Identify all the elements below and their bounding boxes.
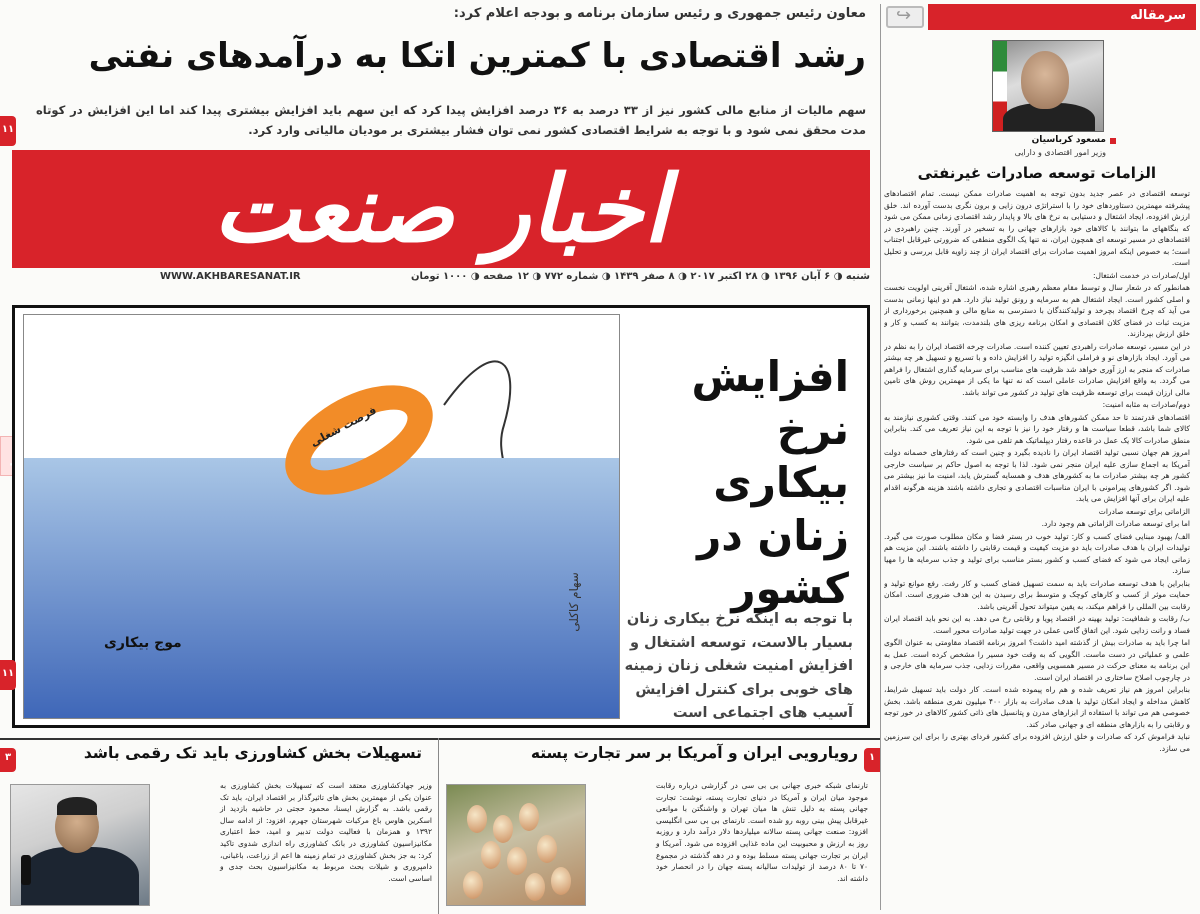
- story-pistachio: [440, 738, 874, 914]
- column-divider: [880, 4, 881, 910]
- website-url[interactable]: WWW.AKHBARESANAT.IR: [160, 271, 301, 282]
- dateline: [160, 271, 870, 293]
- cover-lede: با توجه به اینکه نرخ بیکاری زنان بسیار بالاست، توسعه اشتغال و افزایش امنیت شغلی زنان زمینه های خوبی برای کنترل افزایش آسیب های اجتماعی است: [624, 611, 853, 721]
- editorial-paragraph: بنابراین با هدف توسعه صادرات باید به سمت تسهیل فضای کسب و کار رفت. رفع موانع تولید و حمایت موثر از کسب و کارهای کوچک و متوسط برای رسیدن به این هدف ضروری است. امکان رقابت بین المللی را فراهم میکند، به یقین میتواند تحول آفرینی باشد.: [884, 578, 1190, 611]
- masthead: [12, 150, 870, 268]
- editorial-section-label: سرمقاله: [928, 4, 1196, 30]
- editorial-paragraph: اما برای توسعه صادرات الزاماتی هم وجود دارد.: [1041, 519, 1190, 528]
- main-headline[interactable]: رشد اقتصادی با کمترین اتکا به درآمدهای نفتی: [88, 36, 866, 76]
- bottom-stories: [0, 738, 880, 914]
- story-page-badge: ۱: [864, 748, 880, 772]
- cartoon-caption: موج بیکاری: [104, 635, 182, 651]
- editorial-paragraph: نباید فراموش کرد که صادرات و خلق ارزش افزوده برای کشور فردای بهتری را برای این سرزمین می سازد.: [884, 732, 1190, 753]
- story-text: وزیر جهادکشاورزی معتقد است که تسهیلات بخش کشاورزی به عنوان یکی از مهمترین بخش های تاثیرگذار بر اقتصاد ایران، باید تک رقمی باشد. به گزارش ایسنا، محمود حجتی در حاشیه بازدید از اسکرین هاوس باغ مرکبات شهرستان جهرم، افزود: از ادامه سال ۱۳۹۲ و همزمان با فعالیت دولت تدبیر و امید، خط اعتباری مکانیزاسیون کشاورزی در بانک کشاورزی راه اندازی شدوی تاکید کرد: به جز بخش کشاورزی در تمام زمینه ها اعم از زراعت، باغبانی، دامپروری و شیلات بحث مربوط به مکانیزاسیون بحث جدی و اساسی است.: [220, 781, 432, 883]
- editorial-paragraph: توسعه اقتصادی در عصر جدید بدون توجه به اهمیت صادرات ممکن نیست. تمام اقتصادهای پیشرفته مهمترین دستاوردهای خود را با استراتژی درون زایی و برون نگری بدست آورده اند. خلق ارزش افزوده، ایجاد اشتغال و دستیابی به نرخ های بالا و پایدار رشد اقتصادی زمانی ممکن می شود که بنگاههای ما بتوانند با کالاهای خود بازارهای جهانی را به تسخیر در آورند. چنین راهبردی در اقتصادهای در مسیر توسعه ای همچون ایران، نه تنها یک الگوی منطقی که ضرورتی غیرقابل اجتناب است؛ به خصوص اینکه امروز اهمیت صادرات برای اقتصاد ایران از چند زاویه قابل بررسی و تحلیل است.: [884, 189, 1190, 267]
- editorial-column: [880, 4, 1196, 910]
- newspaper-logo[interactable]: اخبار صنعت: [213, 155, 669, 263]
- story-text: تارنمای شبکه خبری جهانی بی بی سی در گزارشی درباره رقابت موجود میان ایران و آمریکا در دنیای تجارت پسته، نوشت: تجارت جهانی پسته به دلیل تنش ها میان تهران و واشنگتن با موانعی غیرقابل پیش بینی روبه رو شده است. تارنمای بی بی سی انگلیسی افزود: صنعت جهانی پسته سالانه میلیاردها دلار درآمد دارد و روزبه روز به ارزش و محبوبیت این ماده غذایی افزوده می شود. آمریکا و ایران بر تجارت جهانی پسته مسلط بوده و در دهه گذشته در مجموع ۷۰ تا ۸۰ درصد از تولیدات سالیانه پسته جهان را در انحصار خود داشته اند.: [656, 781, 869, 883]
- headline-subtext: سهم مالیات از منابع مالی کشور نیز از ۳۳ درصد به ۳۶ درصد افزایش پیدا کرد که این سهم باید افزایش بیشتری پیدا کند اما این افزایش در کوتاه مدت محقق نمی شود و با توجه به شرایط اقتصادی کشور نمی توان فشار بیشتری بر مودیان مالیاتی وارد کرد.: [36, 103, 867, 137]
- editorial-body: [884, 188, 1190, 910]
- story-page-badge: ۳: [0, 748, 16, 772]
- editorial-paragraph: همانطور که در شعار سال و توسط مقام معظم رهبری اشاره شده، اشتغال آفرینی اولویت نخست و اصلی کشور است. ایجاد اشتغال هم به سرمایه و رونق تولید نیاز دارد. هم دو اینها زمانی بدست می آید که چرخ اقتصاد بچرخد و تولیدکنندگان با دسترسی به منابع مالی و همچنین برخورداری از مزیت ثبات در فضای کلان اقتصادی و امکان برنامه ریزی های بلندمدت، بتوانند به کسب و کار و خلق ارزش بپردازند.: [884, 283, 1190, 338]
- story-title[interactable]: رویارویی ایران و آمریکا بر سر تجارت پسته: [530, 744, 858, 762]
- editorial-paragraph: الزاماتی برای توسعه صادرات: [1098, 506, 1190, 516]
- cover-headline[interactable]: افزایش نرخ بیکاری زنان در کشور: [691, 352, 849, 613]
- minister-photo: [10, 784, 150, 906]
- page-number-badge: ۱۱: [0, 660, 16, 690]
- cover-story: [12, 305, 870, 728]
- headline-kicker: معاون رئیس جمهوری و رئیس سازمان برنامه و بودجه اعلام کرد:: [453, 6, 866, 21]
- editorial-paragraph: اقتصادهای قدرتمند تا حد ممکن کشورهای هدف را وابسته خود می کنند. وقتی کشوری نیازمند به کالای شما باشد، قطعا سیاست ها و رفتار خود را نیز با توجه به این نیاز تعریف می کند. بنابراین منطق صادرات کالا یک عمل در قاعده رفتار دیپلماتیک هم تلقی می شود.: [884, 412, 1190, 445]
- ring-label: فرصت شغلی: [308, 403, 379, 450]
- story-title[interactable]: تسهیلات بخش کشاورزی باید تک رقمی باشد: [83, 744, 422, 762]
- story-separator: [438, 738, 439, 914]
- cartoonist-signature: سهام کاکلی: [566, 572, 581, 632]
- editorial-paragraph: بنابراین امروز هم نیاز تعریف شده و هم راه پیموده شده است. کار دولت باید تسهیل شرایط، کاهش مداخله و ایجاد امکان تولید با هدف صادرات به بازار ۴۰۰ میلیون نفری منطقه باشد. بخش خصوصی هم می تواند با استفاده از ابزارهای مدرن و پتانسیل های ذاتی کشور کالاهای در خور توجه و رقابتی را به بازارهای منطقه ای و جهانی صادر کند.: [884, 685, 1190, 729]
- editorial-header: [880, 4, 1196, 30]
- editorial-paragraph: در این مسیر، توسعه صادرات راهبردی تعیین کننده است. صادرات چرخه اقتصاد ایران را به نظم در می آورد. ایجاد بازارهای نو و فراملی انگیزه تولید را افزایش داده و با تسریع و تسهیل هر چه بیشتر صادرات که منجر به ارز آوری خواهد شد ظرفیت های مناسب برای سرمایه گذاری اشتغال را فراهم می گردد. به واقع افزایش صادرات عاملی است که نه تنها ما یکی از مهمترین روش های تامین مالی ارزان قیمت برای توسعه ظرفیت های تولید در کشور می تواند باشد.: [884, 341, 1190, 397]
- crowd-sea: [24, 458, 619, 718]
- cartoon-illustration: [23, 314, 620, 719]
- pistachio-photo: [446, 784, 586, 906]
- editorial-headline: الزامات توسعه صادرات غیرنفتی: [917, 164, 1156, 182]
- share-arrow-icon[interactable]: [886, 6, 924, 28]
- editorial-paragraph: ب/ رقابت و شفافیت: تولید بهینه در اقتصاد پویا و رقابتی رخ می دهد. به این نحو باید اقتصاد ایران فساد و رانت زدایی شود. این اتفاق گامی عملی در جهت تولید صادرات محور است.: [884, 614, 1190, 635]
- editorial-paragraph: الف/ بهبود مبنایی فضای کسب و کار: تولید خوب در بستر فضا و مکان مطلوب صورت می گیرد. تولیدات ایران با هدف صادرات باید دو مزیت کیفیت و قیمت رقابتی را داشته باشند. این مزیت هم زمانی ایجاد می شود که فضای کسب و کشور بستر مناسب برای تولید و جذب سرمایه ها را مهیا سازد.: [884, 531, 1190, 575]
- story-agriculture: [4, 738, 438, 914]
- page-number-badge: ۱۱: [0, 116, 16, 146]
- editorial-paragraph: اول/صادرات در خدمت اشتغال:: [1092, 270, 1190, 280]
- author-marker: [1110, 138, 1116, 144]
- author-role: وزیر امور اقتصادی و دارایی: [1014, 148, 1106, 157]
- author-photo: [992, 40, 1104, 132]
- editorial-paragraph: امروز هم جهان نسبی تولید اقتصاد ایران را نادیده بگیرد و چنین است که رفتارهای خصمانه دولت آمریکا به اجماع سازی علیه ایران منجر نمی شود. لذا با توجه به اصول حاکم بر سیاست خارجی کشور هر چه بیشتر صادرات ما به کشورهای هدف و همسایه گسترش یابد، امنیت ما نیز بیشتر می شود. اگر کشورهای پیرامونی با ایران مناسبات اقتصادی و تجاری داشته باشند هزینه هرگونه اقدام علیه ایران برای آنها افزایش می یابد.: [884, 448, 1190, 503]
- microphone-icon: [21, 855, 31, 885]
- author-name: مسعود کرباسیان: [1031, 135, 1106, 145]
- issue-date: شنبه ◑ ۶ آبان ۱۳۹۶ ◑ ۲۸ اکتبر ۲۰۱۷ ◑ ۸ صفر ۱۴۳۹ ◑ شماره ۷۷۲ ◑ ۱۲ صفحه ◑ ۱۰۰۰ تومان: [410, 271, 870, 282]
- editorial-paragraph: دوم/صادرات به مثابه امنیت:: [1102, 400, 1190, 409]
- editorial-paragraph: اما چرا باید به صادرات بیش از گذشته امید داشت؟ امروز برنامه اقتصاد مقاومتی به عنوان الگوی علمی و عملیاتی در دست ماست. الگویی که به وقت خود مسیر را مشخص کرده است. عمل به این برنامه به معنای حرکت در مسیر همسویی واقعی، مقررات زدایی، جذب سرمایه های خارجی و در چارچوب اصلاح ساختاری در اقتصاد ایران است.: [884, 638, 1190, 682]
